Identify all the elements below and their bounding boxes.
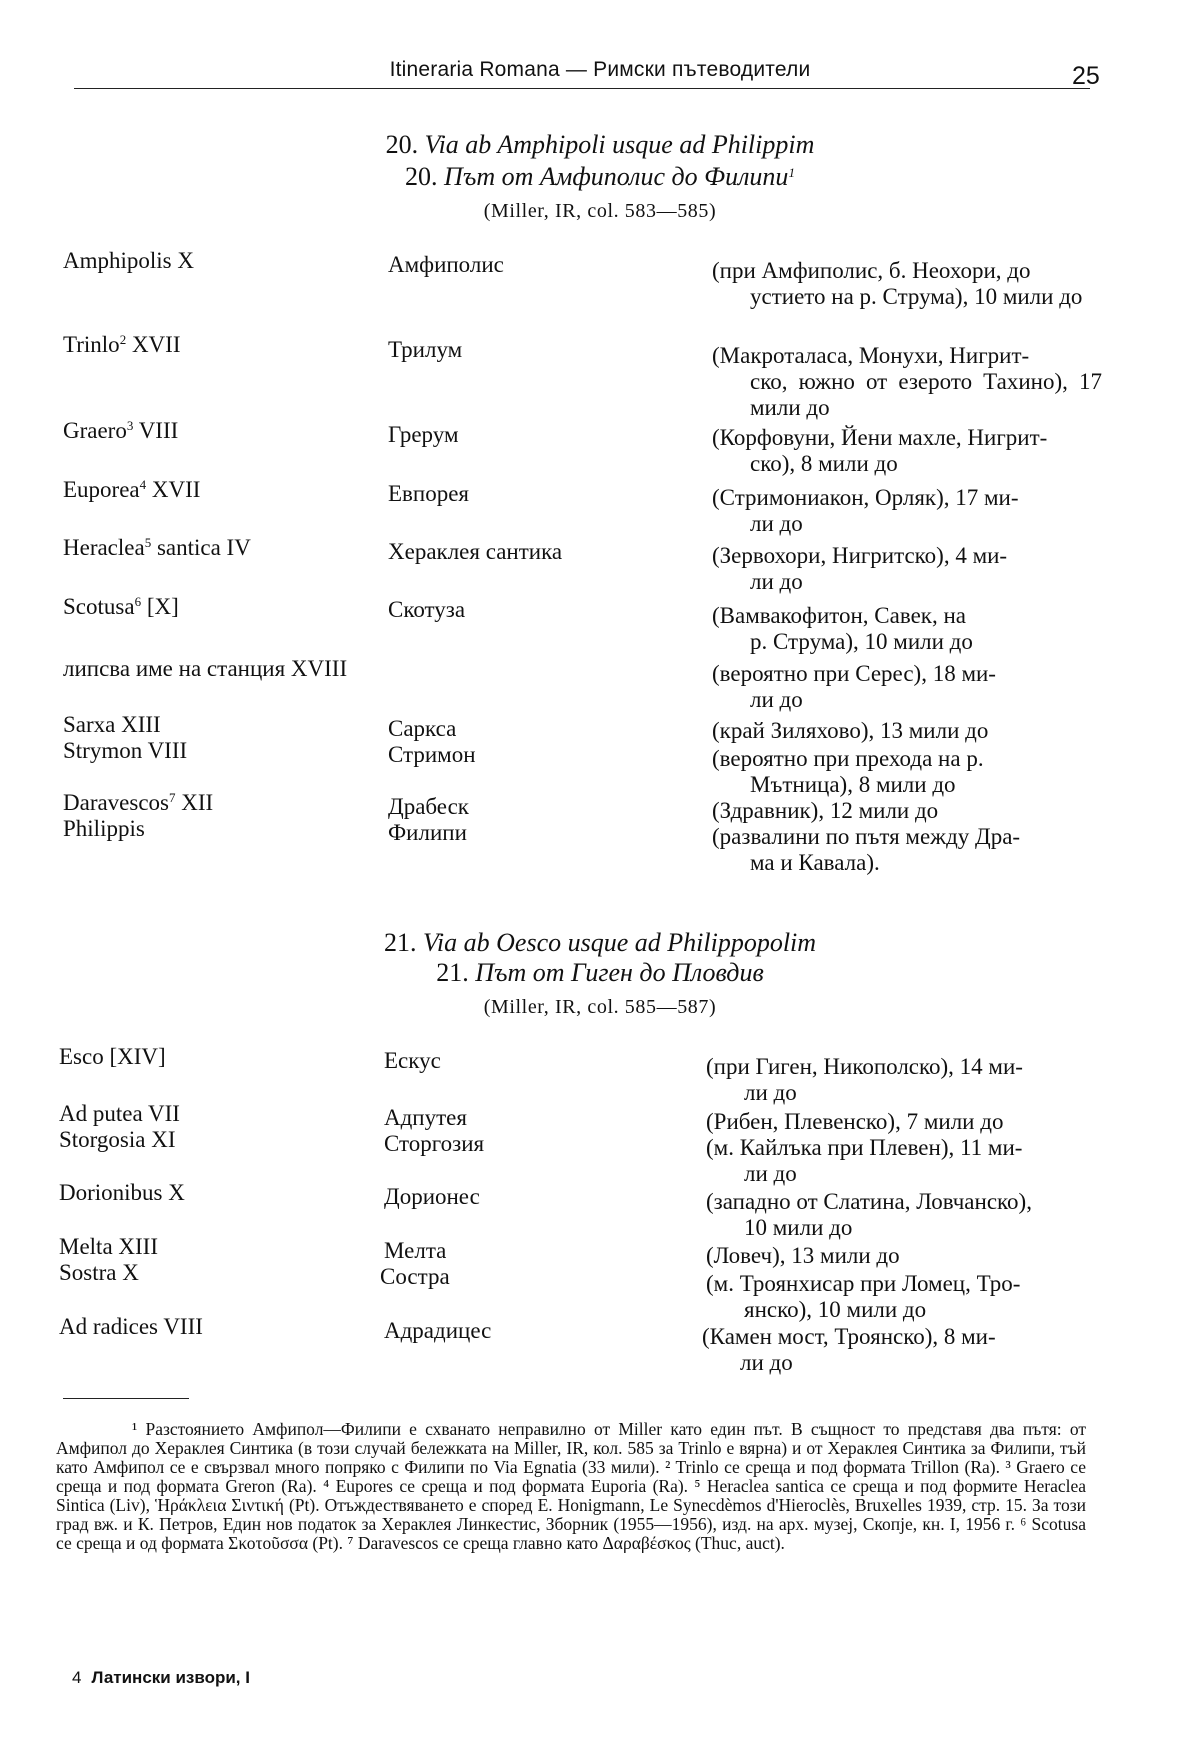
latin-station: Trinlo$^2$ XVII (63, 332, 181, 357)
bulgarian-station: Скотуза (388, 597, 466, 622)
route-note: (вероятно при Серес), 18 ми- ли до (712, 661, 996, 712)
route-note: (Здравник), 12 мили до (712, 798, 939, 823)
bulgarian-station: Адпутея (384, 1105, 467, 1130)
route-note: (развалини по пътя между Дра- ма и Кавала). (712, 824, 1021, 875)
latin-station: Ad radices VIII (59, 1314, 203, 1339)
route-note: (Вамвакофитон, Савек, на р. Струма), 10 мили до (712, 603, 973, 654)
route-note: (Зервохори, Нигритско), 4 ми- ли до (712, 543, 1008, 594)
latin-station: Ad putea VII (59, 1101, 180, 1126)
latin-station: Esco [XIV] (59, 1044, 166, 1069)
bulgarian-station: Ескус (384, 1048, 441, 1073)
route-note: (вероятно при прехода на р. Мътница), 8 мили до (712, 746, 984, 797)
bulgarian-station: Хераклея сантика (388, 539, 563, 564)
latin-station: липсва име на станция XVIII (63, 656, 348, 681)
footnotes (56, 1420, 1086, 1553)
latin-station: Dorionibus X (59, 1180, 185, 1205)
bulgarian-station: Адрадицес (384, 1318, 492, 1343)
bulgarian-station: Мелта (384, 1238, 447, 1263)
bulgarian-station: Состра (380, 1264, 450, 1289)
route-note: (Камен мост, Троянско), 8 ми- ли до (702, 1324, 996, 1375)
latin-station: Heraclea$^5$ santica IV (63, 535, 251, 560)
bulgarian-station: Стримон (388, 742, 476, 767)
section-21-latin-title: 21. Via ab Oesco usque ad Philippopolim (383, 928, 817, 957)
latin-station: Amphipolis X (63, 248, 194, 273)
latin-station: Graero$^3$ VIII (63, 418, 179, 443)
latin-station: Euporea$^4$ XVII (63, 477, 201, 502)
bulgarian-station: Саркса (388, 716, 457, 741)
section-21-source: (Miller, IR, col. 585—587) (483, 996, 717, 1018)
route-note: (Макроталаса, Монухи, Нигрит- ско, южно от езерото Тахино), 17 мили до (712, 343, 1102, 420)
latin-station: Daravescos$^7$ XII (63, 790, 214, 815)
route-note: (край Зиляхово), 13 мили до (712, 718, 989, 743)
latin-station: Philippis (63, 816, 145, 841)
route-note: (Стримониакон, Орляк), 17 ми- ли до (712, 485, 1019, 536)
bulgarian-station: Драбеск (388, 794, 469, 819)
footnote-rule (63, 1398, 189, 1399)
bulgarian-station: Трилум (388, 337, 463, 362)
bulgarian-station: Дорионес (384, 1184, 480, 1209)
latin-station: Sarxa XIII (63, 712, 161, 737)
footnote-text: ¹ Разстоянието Амфипол—Филипи е схванато неправилно от Miller като един път. В същност то представя два пътя: от Амфипол до Хераклея Синтика (в този случай бележката на Miller, IR, кол. 585 за Trinlo е вярна) и от Хераклея Синтика за Филипи, тъй като Амфипол се е свързвал много попряко с Филипи по Via Egnatia (33 мили). ² Trinlo се среща и под формата Trillon (Ra). ³ Graero се среща и под формата Greron (Ra). ⁴ Eupores се среща и под формата Euporia (Ra). ⁵ Heraclea santica се среща и под формите Heraclea Sintica (Liv), Ἡράκλεια Σιντική (Pt). Отъждествяването е според E. Honigmann, Le Synecdèmos d'Hieroclès, Bruxelles 1939, стр. 15. За този град вж. и К. Петров, Един нов податок за Хераклея Линкестис, Зборник (1955—1956), изд. на арх. музеј, Скопје, кн. I, 1956 г. ⁶ Scotusa се среща и од формата Σκοτοῦσσα (Pt). ⁷ Daravescos се среща главно като Δαραβέσκος (Thuc, auct). (56, 1419, 1086, 1553)
route-note: (м. Троянхисар при Ломец, Тро- янско), 10 мили до (706, 1271, 1021, 1322)
route-note: (Рибен, Плевенско), 7 мили до (706, 1109, 1004, 1134)
latin-station: Sostra X (59, 1260, 139, 1285)
section-21-bulgarian-title: 21. Път от Гиген до Пловдив (436, 958, 764, 987)
bulgarian-station: Евпорея (388, 481, 470, 506)
bulgarian-station: Грерум (388, 422, 459, 447)
latin-station: Scotusa$^6$ [X] (63, 594, 179, 619)
latin-station: Strymon VIII (63, 738, 188, 763)
latin-station: Melta XIII (59, 1234, 158, 1259)
section-20-latin-title: 20. Via ab Amphipoli usque ad Philippim (385, 130, 815, 159)
bulgarian-station: Амфиполис (388, 252, 504, 277)
bulgarian-station: Филипи (388, 820, 467, 845)
section-20-source: (Miller, IR, col. 583—585) (483, 200, 717, 222)
section-20-bulgarian-title: 20. Път от Амфиполис до Филипи$^1$ (405, 162, 795, 191)
route-note: (Корфовуни, Йени махле, Нигрит- ско), 8 мили до (712, 425, 1048, 476)
route-note: (западно от Слатина, Ловчанско), 10 мили до (706, 1189, 1032, 1240)
bulgarian-station: Сторгозия (384, 1131, 485, 1156)
printer-signature: 4 Латински извори, I (72, 1668, 250, 1687)
route-note: (Ловеч), 13 мили до (706, 1243, 900, 1268)
running-title: Itineraria Romana — Римски пътеводители (389, 58, 811, 81)
header-rule (74, 88, 1090, 89)
route-note: (при Амфиполис, б. Неохори, до устието на р. Струма), 10 мили до (712, 258, 1083, 309)
page-number: 25 (1072, 62, 1100, 90)
route-note: (при Гиген, Никополско), 14 ми- ли до (706, 1054, 1023, 1105)
route-note: (м. Кайлъка при Плевен), 11 ми- ли до (706, 1135, 1023, 1186)
latin-station: Storgosia XI (59, 1127, 176, 1152)
